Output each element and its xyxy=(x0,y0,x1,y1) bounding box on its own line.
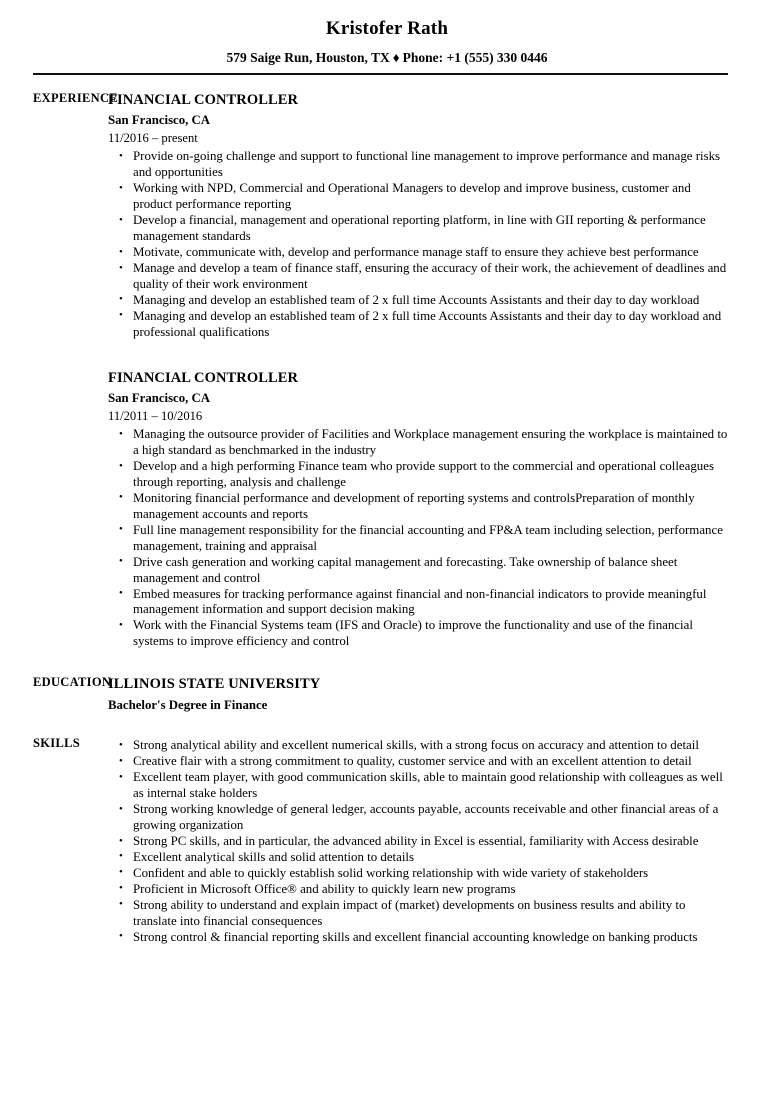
section-label-education: EDUCATION xyxy=(33,675,112,690)
list-item: • Excellent analytical skills and solid attention to details xyxy=(108,850,730,866)
education-section xyxy=(0,675,774,714)
list-item: • Drive cash generation and working capital management and forecasting. Take ownership of balance sheet management and control xyxy=(108,555,730,587)
list-item: • Embed measures for tracking performance against financial and non-financial indicators to provide meaningful management information and support decision making xyxy=(108,587,730,619)
list-item: • Proficient in Microsoft Office® and ability to quickly learn new programs xyxy=(108,882,730,898)
skills-section xyxy=(0,736,774,945)
job-title: FINANCIAL CONTROLLER xyxy=(108,91,299,108)
job-location: San Francisco, CA xyxy=(108,390,211,405)
resume-header xyxy=(0,0,774,75)
list-item: • Monitoring financial performance and development of reporting systems and controlsPreparation of monthly management accounts and reports xyxy=(108,491,730,523)
list-item: • Develop a financial, management and operational reporting platform, in line with GII reporting & performance management standards xyxy=(108,213,730,245)
contact-address: 579 Saige Run, Houston, TX xyxy=(226,49,390,65)
section-label-skills: SKILLS xyxy=(33,736,80,751)
job-entry xyxy=(108,91,730,341)
job-dates: 11/2016 – present xyxy=(108,131,198,146)
contact-line xyxy=(0,50,774,66)
list-item: • Creative flair with a strong commitment to quality, customer service and with an excellent attention to detail xyxy=(108,754,730,770)
candidate-name: Kristofer Rath xyxy=(325,18,449,39)
job-location: San Francisco, CA xyxy=(108,112,211,127)
list-item: • Manage and develop a team of finance staff, ensuring the accuracy of their work, the achievement of deadlines and quality of their work environment xyxy=(108,261,730,293)
list-item: • Working with NPD, Commercial and Operational Managers to develop and improve business, customer and product performance reporting xyxy=(108,181,730,213)
degree-name: Bachelor's Degree in Finance xyxy=(108,698,268,713)
list-item: • Motivate, communicate with, develop and performance manage staff to ensure they achieve best performance xyxy=(108,245,730,261)
list-item: • Strong working knowledge of general ledger, accounts payable, accounts receivable and other financial areas of a growing organization xyxy=(108,802,730,834)
experience-section xyxy=(0,91,774,650)
list-item: • Managing and develop an established team of 2 x full time Accounts Assistants and their day to day workload and professional qualifications xyxy=(108,309,730,341)
diamond-separator-icon: ♦ xyxy=(392,49,400,65)
list-item: • Excellent team player, with good communication skills, able to maintain good relationship with colleagues as well as internal stake holders xyxy=(108,770,730,802)
job-responsibilities-list xyxy=(108,149,730,340)
contact-phone: Phone: +1 (555) 330 0446 xyxy=(402,49,548,65)
skills-body xyxy=(108,736,774,945)
job-responsibilities-list xyxy=(108,427,730,650)
list-item: • Confident and able to quickly establish solid working relationship with wide variety of stakeholders xyxy=(108,866,730,882)
header-divider xyxy=(33,73,728,75)
education-body xyxy=(108,675,774,714)
list-item: • Strong PC skills, and in particular, the advanced ability in Excel is essential, familiarity with Access desirable xyxy=(108,834,730,850)
experience-body xyxy=(108,91,774,650)
list-item: • Strong analytical ability and excellent numerical skills, with a strong focus on accuracy and attention to detail xyxy=(108,738,730,754)
section-label-experience: EXPERIENCE xyxy=(33,90,118,105)
job-entry xyxy=(108,369,730,651)
job-dates: 11/2011 – 10/2016 xyxy=(108,408,203,423)
school-name: ILLINOIS STATE UNIVERSITY xyxy=(108,676,321,693)
job-title: FINANCIAL CONTROLLER xyxy=(108,369,299,386)
list-item: • Provide on-going challenge and support to functional line management to improve performance and manage risks and opportunities xyxy=(108,149,730,181)
list-item: • Work with the Financial Systems team (IFS and Oracle) to improve the functionality and use of the financial systems to improve efficiency and control xyxy=(108,618,730,650)
list-item: • Develop and a high performing Finance team who provide support to the commercial and operational colleagues through reporting, analysis and challenge xyxy=(108,459,730,491)
list-item: • Strong control & financial reporting skills and excellent financial accounting knowledge on banking products xyxy=(108,930,730,946)
skills-list xyxy=(108,738,730,945)
list-item: • Managing the outsource provider of Facilities and Workplace management ensuring the workplace is maintained to a high standard as benchmarked in the industry xyxy=(108,427,730,459)
list-item: • Strong ability to understand and explain impact of (market) developments on business results and ability to translate into financial consequences xyxy=(108,898,730,930)
list-item: • Full line management responsibility for the financial accounting and FP&A team including selection, performance management, training and appraisal xyxy=(108,523,730,555)
list-item: • Managing and develop an established team of 2 x full time Accounts Assistants and their day to day workload xyxy=(108,293,730,309)
